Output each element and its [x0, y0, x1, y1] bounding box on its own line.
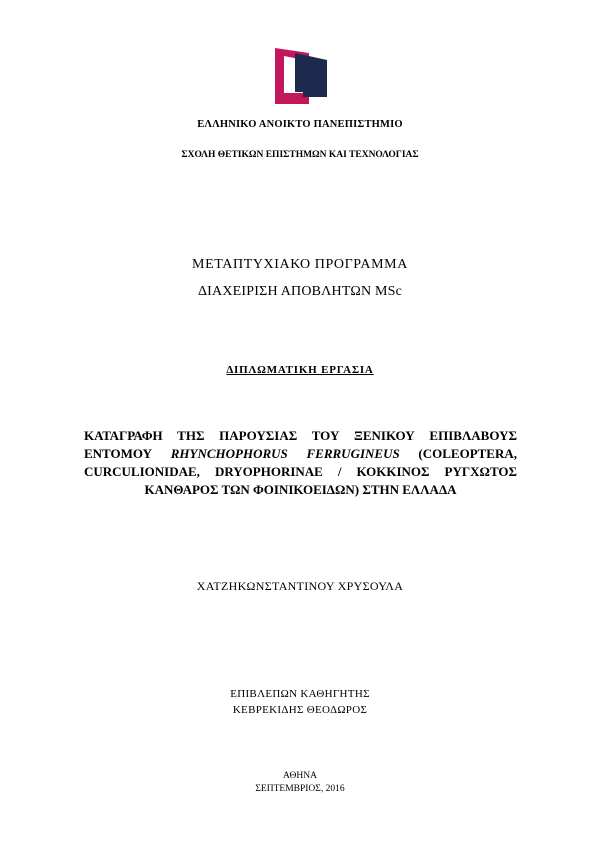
supervisor-name: ΚΕΒΡΕΚΙΔΗΣ ΘΕΟΔΩΡΟΣ [232, 704, 368, 716]
school-name: ΣΧΟΛΗ ΘΕΤΙΚΩΝ ΕΠΙΣΤΗΜΩΝ ΚΑΙ ΤΕΧΝΟΛΟΓΙΑΣ [181, 150, 419, 160]
thesis-title-line-3: CURCULIONIDAE, DRYOPHORINAE / ΚΟΚΚΙΝΟΣ ΡΥΓΧΩΤΟΣ [84, 464, 517, 479]
university-name: ΕΛΛΗΝΙΚΟ ΑΝΟΙΚΤΟ ΠΑΝΕΠΙΣΤΗΜΙΟ [197, 119, 403, 130]
university-book-logo-icon [275, 48, 327, 104]
thesis-title-line-4: ΚΑΝΘΑΡΟΣ ΤΩΝ ΦΟΙΝΙΚΟΕΙΔΩΝ) ΣΤΗΝ ΕΛΛΑΔΑ [144, 482, 457, 497]
thesis-title [84, 427, 517, 499]
species-name: RHYNCHOPHORUS FERRUGINEUS [170, 446, 400, 461]
author-name: ΧΑΤΖΗΚΩΝΣΤΑΝΤΙΝΟΥ ΧΡΥΣΟΥΛΑ [196, 579, 404, 593]
program-subtitle: ΔΙΑΧΕΙΡΙΣΗ ΑΠΟΒΛΗΤΩΝ MSc [197, 284, 403, 299]
thesis-title-line-2-suffix: (COLEOPTERA, [399, 446, 518, 461]
thesis-type-heading: ΔΙΠΛΩΜΑΤΙΚΗ ΕΡΓΑΣΙΑ [226, 364, 374, 376]
city: ΑΘΗΝΑ [283, 771, 317, 781]
logo-navy-front [295, 53, 327, 97]
thesis-title-line-2 [84, 445, 517, 463]
program-title: ΜΕΤΑΠΤΥΧΙΑΚΟ ΠΡΟΓΡΑΜΜΑ [192, 257, 408, 272]
thesis-title-line-1: ΚΑΤΑΓΡΑΦΗ ΤΗΣ ΠΑΡΟΥΣΙΑΣ ΤΟΥ ΞΕΝΙΚΟΥ ΕΠΙΒΛΑΒΟΥΣ [84, 428, 517, 443]
thesis-title-line-2-prefix: ΕΝΤΟΜΟΥ [84, 446, 171, 461]
date: ΣΕΠΤΕΜΒΡΙΟΣ, 2016 [255, 784, 345, 794]
supervisor-label: ΕΠΙΒΛΕΠΩΝ ΚΑΘΗΓΗΤΗΣ [230, 688, 370, 700]
